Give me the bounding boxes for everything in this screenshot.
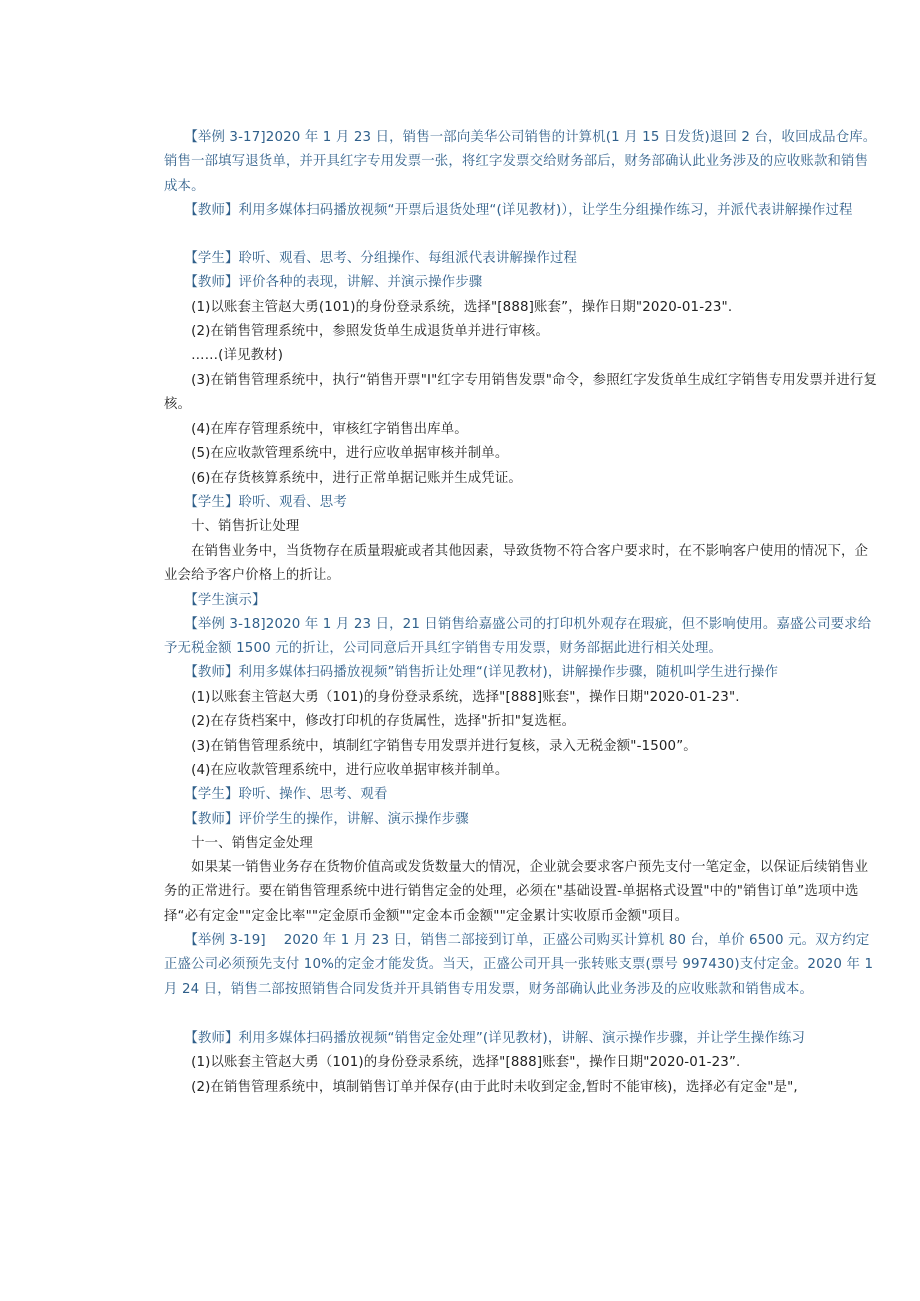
student-activity-2: 【学生】聆听、操作、思考、观看 (164, 787, 388, 802)
step-4b: (4)在应收款管理系统中，进行应收单据审核并制单。 (164, 763, 509, 778)
step-2c: (2)在销售管理系统中，填制销售订单并保存(由于此时未收到定金,暂时不能审核)，选择必有定金"是", (164, 1080, 798, 1095)
student-demo: 【学生演示】 (164, 593, 266, 608)
teacher-evaluation-2: 【教师】评价学生的操作，讲解、演示操作步骤 (164, 812, 469, 827)
step-1c: (1)以账套主管赵大勇（101)的身份登录系统，选择"[888]账套"，操作日期"2020-01-23”. (164, 1055, 741, 1070)
section-heading-10: 十、销售折让处理 (164, 519, 300, 534)
step-2b: (2)在存货档案中，修改打印机的存货属性，选择"折扣"复选框。 (164, 714, 576, 729)
step-2: (2)在销售管理系统中，参照发货单生成退货单并进行审核。 (164, 324, 550, 339)
teacher-video-instruction-3: 【教师】利用多媒体扫码播放视频“销售定金处理”(详见教材)，讲解、演示操作步骤，并让学生操作练习 (164, 1031, 806, 1046)
step-1b: (1)以账套主管赵大勇（101)的身份登录系统，选择"[888]账套"，操作日期"2020-01-23". (164, 690, 740, 705)
section-11-body: 如果某一销售业务存在货物价值高或发货数量大的情况，企业就会要求客户预先支付一笔定金，以保证后续销售业务的正常进行。要在销售管理系统中进行销售定金的处理，必须在"基础设置-单据格式设置"中的"销售订单”选项中选择“必有定金""定金比率""定金原币金额""定金本币金额""定金累计实收原币金额"项目。 (164, 860, 869, 924)
step-4: (4)在库存管理系统中，审核红字销售出库单。 (164, 422, 468, 437)
section-10-body: 在销售业务中，当货物存在质量瑕疵或者其他因素，导致货物不符合客户要求时，在不影响客户使用的情况下，企业会给予客户价格上的折让。 (164, 544, 869, 584)
example-3-18: 【举例 3-18]2020 年 1 月 23 日，21 日销售给嘉盛公司的打印机外观存在瑕疵，但不影响使用。嘉盛公司要求给予无税金额 1500 元的折让，公司同意后开具红字销售专用发票，财务部据此进行相关处理。 (164, 617, 872, 657)
section-heading-11: 十一、销售定金处理 (164, 836, 313, 851)
teacher-video-instruction-2: 【教师】利用多媒体扫码播放视频”销售折让处理“(详见教材)，讲解操作步骤，随机叫学生进行操作 (164, 665, 779, 680)
see-textbook-note: ……(详见教材) (164, 348, 284, 363)
step-5: (5)在应收款管理系统中，进行应收单据审核并制单。 (164, 446, 509, 461)
step-1: (1)以账套主管赵大勇(101)的身份登录系统，选择"[888]账套”，操作日期"2020-01-23". (164, 300, 733, 315)
student-activity: 【学生】聆听、观看、思考、分组操作、每组派代表讲解操作过程 (164, 251, 578, 266)
step-6: (6)在存货核算系统中，进行正常单据记账并生成凭证。 (164, 471, 522, 486)
step-3b: (3)在销售管理系统中，填制红字销售专用发票并进行复核，录入无税金额"-1500”。 (164, 739, 697, 754)
example-3-19: 【举例 3-19] 2020 年 1 月 23 日，销售二部接到订单，正盛公司购买计算机 80 台，单价 6500 元。双方约定正盛公司必须预先支付 10%的定金才能发货。当天，正盛公司开具一张转账支票(票号 997430)支付定金。2020 年 1 月 24 日，销售二部按照销售合同发货并开具销售专用发票，财务部确认此业务涉及的应收账款和销售成本。 (164, 933, 874, 997)
student-listen: 【学生】聆听、观看、思考 (164, 495, 347, 510)
teacher-video-instruction: 【教师】利用多媒体扫码播放视频“开票后退货处理“(详见教材)），让学生分组操作练习，并派代表讲解操作过程 (164, 203, 853, 218)
step-3: (3)在销售管理系统中，执行“销售开票"I"红字专用销售发票"命令，参照红字发货单生成红字销售专用发票并进行复核。 (164, 373, 878, 413)
teacher-evaluation: 【教师】评价各种的表现，讲解、并演示操作步骤 (164, 275, 483, 290)
example-3-17: 【举例 3-17]2020 年 1 月 23 日，销售一部向美华公司销售的计算机(1 月 15 日发货)退回 2 台，收回成品仓库。销售一部填写退货单，并开具红字专用发票一张，将红字发票交给财务部后，财务部确认此业务涉及的应收账款和销售成本。 (164, 130, 877, 194)
